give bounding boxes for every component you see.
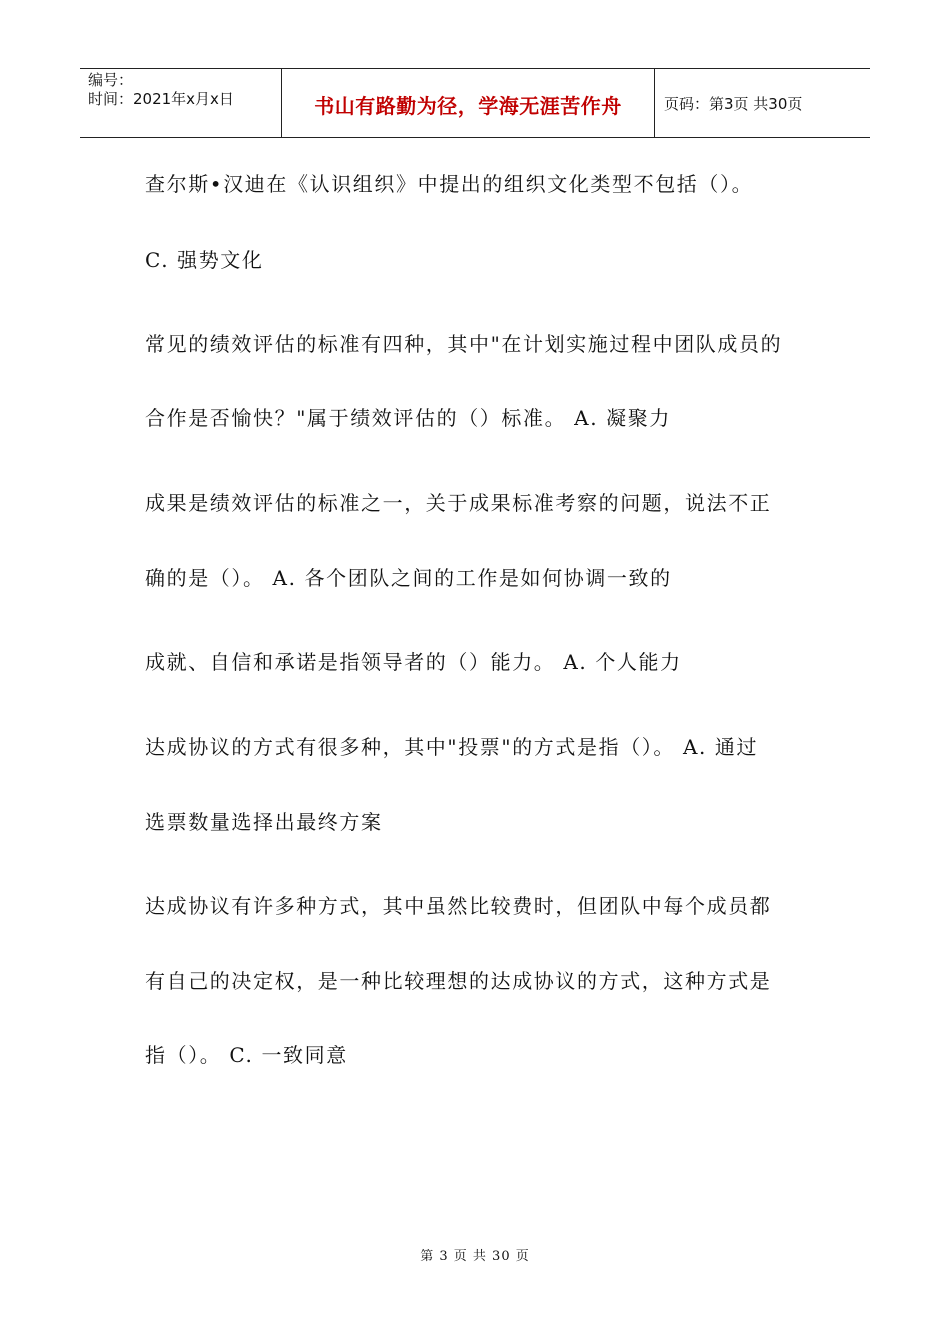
header-motto: 书山有路勤为径，学海无涯苦作舟 <box>314 93 622 118</box>
body-line: 合作是否愉快？"属于绩效评估的（）标准。 A. 凝聚力 <box>145 406 671 430</box>
body-line: 有自己的决定权，是一种比较理想的达成协议的方式，这种方式是 <box>145 969 772 993</box>
body-line: 查尔斯•汉迪在《认识组织》中提出的组织文化类型不包括（）。 <box>145 172 754 196</box>
document-date: 时间：2021年x月x日 <box>88 90 234 108</box>
page-footer: 第 3 页 共 30 页 <box>420 1249 530 1264</box>
body-line: 达成协议有许多种方式，其中虽然比较费时，但团队中每个成员都 <box>145 894 772 918</box>
header-motto-cell <box>282 69 655 137</box>
body-line: 常见的绩效评估的标准有四种，其中"在计划实施过程中团队成员的 <box>145 332 783 356</box>
body-line: 选票数量选择出最终方案 <box>145 810 383 834</box>
body-line: 达成协议的方式有很多种，其中"投票"的方式是指（）。 A. 通过 <box>145 735 759 759</box>
header-meta <box>80 69 282 137</box>
document-number-label: 编号： <box>88 71 134 89</box>
header-page-info: 页码：第3页 共30页 <box>664 94 803 113</box>
body-line: 成就、自信和承诺是指领导者的（）能力。 A. 个人能力 <box>145 650 682 674</box>
body-line: 确的是（）。 A. 各个团队之间的工作是如何协调一致的 <box>145 566 672 590</box>
page-header <box>80 68 870 138</box>
body-line: C. 强势文化 <box>145 248 264 272</box>
body-line: 成果是绩效评估的标准之一，关于成果标准考察的问题，说法不正 <box>145 491 772 515</box>
body-line: 指（）。 C. 一致同意 <box>145 1043 348 1067</box>
